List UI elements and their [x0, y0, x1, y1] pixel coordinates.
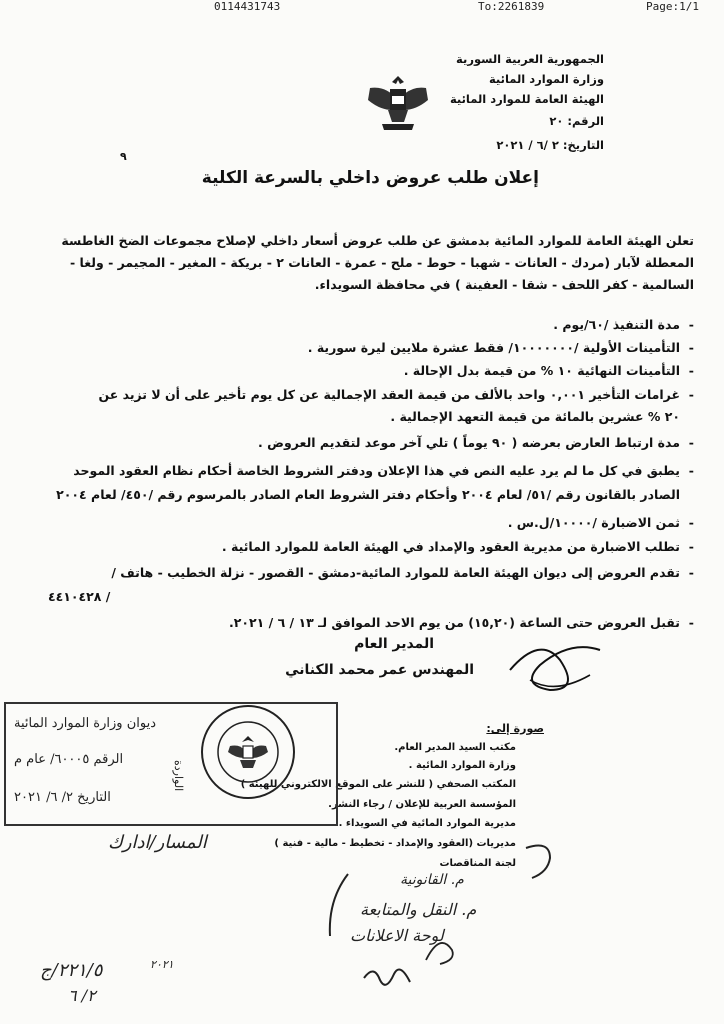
list-item-text: تقدم العروض إلى ديوان الهيئة العامة للموارد المائية-دمشق - القصور - نزلة الخطيب - هاتف / — [111, 565, 680, 580]
stamp-number: الرقم ٦٠٠٠٥/ عام م — [14, 752, 124, 767]
fax-from-number: 0114431743 — [214, 0, 281, 13]
list-item-applicable-law: -يطبق في كل ما لم يرد عليه النص في هذا الإعلان ودفتر الشروط الخاصة أحكام نظام العقود الموحد — [73, 463, 694, 478]
cc-heading: صورة إلى: — [486, 722, 544, 735]
list-item-text: تقبل العروض حتى الساعة (١٥,٢٠) من يوم الاحد الموافق لـ ١٣ / ٦ / ٢٠٢١. — [229, 615, 680, 630]
initials-mark-icon — [360, 958, 420, 998]
list-item-law-cont — [34, 484, 694, 506]
list-item-text: ثمن الاضبارة /١٠٠٠٠/ل.س . — [507, 515, 680, 530]
handwritten-note: المسار/ادارك — [108, 832, 207, 853]
list-item-final-deposit: -التأمينات النهائية ١٠ % من قيمة بدل الإحالة . — [403, 363, 694, 378]
stamp-side-label: الواردة — [172, 760, 185, 792]
list-item-dossier-source: -تطلب الاضبارة من مديرية العقود والإمداد في الهيئة العامة للموارد المائية . — [221, 539, 694, 554]
header-ministry: وزارة الموارد المائية — [488, 72, 604, 86]
handwritten-note: ٢/ ٦ — [68, 986, 96, 1005]
cc-item: مديرية الموارد المائية في السويداء . — [338, 818, 516, 829]
handwritten-note: ٢٠٢١ — [150, 958, 174, 971]
list-item-validity: -مدة ارتباط العارض بعرضه ( ٩٠ يوماً ) تلي آخر موعد لتقديم العروض . — [258, 435, 694, 450]
handwritten-note: ٢٢١/٥/ج — [40, 960, 103, 981]
bracket-mark-icon — [318, 870, 358, 944]
header-republic: الجمهورية العربية السورية — [456, 52, 604, 66]
signature-scribble-icon — [500, 630, 610, 704]
cc-item: وزارة الموارد المائية . — [408, 760, 516, 771]
fax-to-label: To:2261839 — [478, 0, 545, 13]
header-date: التاريخ: ٢ /٦ / ٢٠٢١ — [496, 138, 604, 152]
list-item-text: الصادر بالقانون رقم /٥١/ لعام ٢٠٠٤ وأحكام دفتر الشروط العام الصادر بالمرسوم رقم /٤٥٠/ لعام ٢٠٠٤ — [56, 487, 680, 502]
cc-item: المؤسسة العربية للإعلان / رجاء النشر. — [328, 799, 516, 810]
cc-item: المكتب الصحفي ( للنشر على الموقع الالكتروني للهيئة ) — [240, 779, 516, 790]
list-item-duration: -مدة التنفيذ /٦٠/يوم . — [553, 317, 694, 332]
list-item-submission: -تقدم العروض إلى ديوان الهيئة العامة للموارد المائية-دمشق - القصور - نزلة الخطيب - هاتف / — [111, 565, 694, 580]
list-item-text: مدة ارتباط العارض بعرضه ( ٩٠ يوماً ) تلي آخر موعد لتقديم العروض . — [258, 435, 680, 450]
pen-mark-icon — [520, 838, 560, 892]
list-item-text: يطبق في كل ما لم يرد عليه النص في هذا الإعلان ودفتر الشروط الخاصة أحكام نظام العقود الموحد — [73, 463, 680, 478]
scribble-mark-icon — [420, 930, 460, 974]
margin-mark: ٩ — [120, 150, 127, 163]
cc-item: مكتب السيد المدير العام. — [394, 742, 516, 753]
list-item-phone — [34, 586, 694, 608]
list-item-text: غرامات التأخير ٠,٠٠١ واحد بالألف من قيمة العقد الإجمالية عن كل يوم تأخير على أن لا تزيد عن — [98, 387, 680, 402]
round-seal-icon — [198, 702, 298, 802]
list-item-text: ٢٠ % عشرين بالمائة من قيمة التعهد الإجمالية . — [390, 409, 680, 424]
handwritten-note: م. القانونية — [400, 872, 464, 888]
list-item-initial-deposit: -التأمينات الأولية /١٠٠٠٠٠٠٠/ فقط عشرة ملايين ليرة سورية . — [307, 340, 694, 355]
header-authority: الهيئة العامة للموارد المائية — [449, 92, 604, 106]
emblem-icon — [362, 66, 434, 138]
list-item-text: التأمينات الأولية /١٠٠٠٠٠٠٠/ فقط عشرة ملايين ليرة سورية . — [307, 340, 680, 355]
cc-item: لجنة المناقصات — [439, 858, 516, 869]
list-item-penalty: -غرامات التأخير ٠,٠٠١ واحد بالألف من قيمة العقد الإجمالية عن كل يوم تأخير على أن لا تزيد عن — [98, 387, 694, 402]
page-title: إعلان طلب عروض داخلي بالسرعة الكلية — [201, 168, 539, 188]
handwritten-note: لوحة الاعلانات — [350, 926, 444, 945]
list-item-penalty-cont — [34, 406, 694, 428]
handwritten-note: م. النقل والمتابعة — [360, 900, 477, 919]
list-item-text: التأمينات النهائية ١٠ % من قيمة بدل الإحالة . — [403, 363, 680, 378]
list-item-text: تطلب الاضبارة من مديرية العقود والإمداد في الهيئة العامة للموارد المائية . — [221, 539, 680, 554]
stamp-office: ديوان وزارة الموارد المائية — [14, 716, 156, 731]
fax-page-label: Page:1/1 — [646, 0, 699, 13]
list-item-text: مدة التنفيذ /٦٠/يوم . — [553, 317, 680, 332]
stamp-date: التاريخ ٢/ ٦/ ٢٠٢١ — [14, 790, 111, 805]
announcement-intro: تعلن الهيئة العامة للموارد المائية بدمشق عن طلب عروض أسعار داخلي لإصلاح مجموعات الضخ الغاطسة المعطلة لآبار (مردك - العانات - شهبا - حوط - ملح - عمرة - العانات ٢ - بريكة - المغير - المجيمر - ولغا - السالمية - كفر اللحف - شقا - العفينة ) في محافظة السويداء. — [61, 233, 694, 292]
list-item-deadline: -تقبل العروض حتى الساعة (١٥,٢٠) من يوم الاحد الموافق لـ ١٣ / ٦ / ٢٠٢١. — [229, 615, 694, 630]
list-item-dossier-price: -ثمن الاضبارة /١٠٠٠٠/ل.س . — [507, 515, 694, 530]
cc-item: مديريات (العقود والإمداد - تخطيط - مالية - فنية ) — [274, 838, 516, 849]
header-ref-number: الرقم: ٢٠ — [549, 114, 604, 128]
signature-name: المهندس عمر محمد الكناني — [285, 662, 474, 678]
signature-role: المدير العام — [354, 636, 434, 652]
list-item-text: ٤٤١٠٤٢٨ / — [48, 589, 111, 604]
